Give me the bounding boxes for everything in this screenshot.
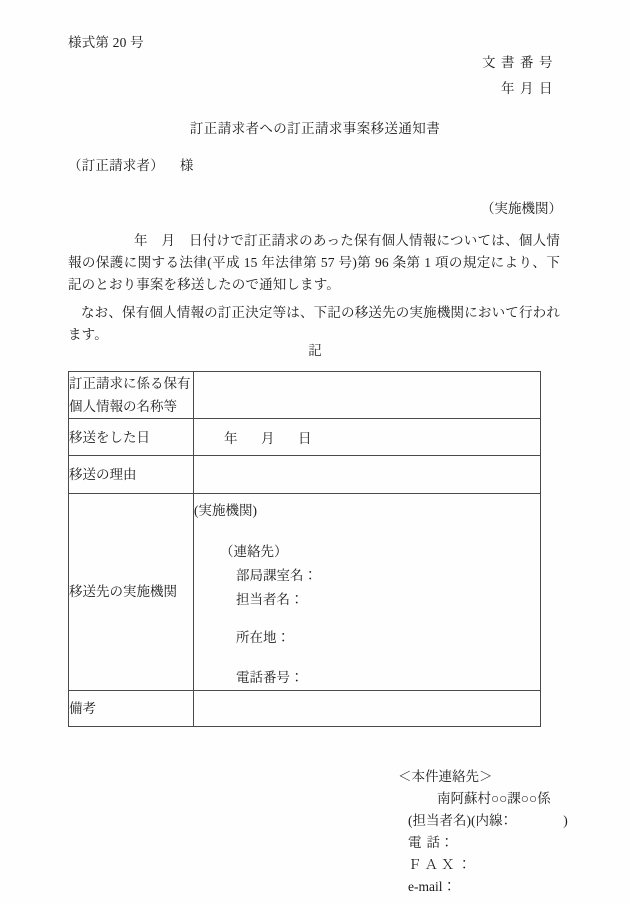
ki-mark: 記 bbox=[308, 343, 322, 358]
table-row bbox=[69, 372, 541, 419]
row-label-remarks bbox=[69, 691, 194, 727]
footer-email: e-mail： bbox=[408, 879, 456, 894]
label-line-2: 個人情報の名称等 bbox=[69, 399, 177, 414]
footer-fax-label-b: ： bbox=[457, 857, 471, 872]
footer-organization: 南阿蘇村○○課○○係 bbox=[437, 791, 551, 806]
destination-contact-heading: （連絡先） bbox=[220, 544, 288, 559]
body-paragraph-1: 年 月 日付けで訂正請求のあった保有個人情報については、個人情報の保護に関する法律(平成 15 年法律第 57 号)第 96 条第 1 項の規定により、下記のとおり事案を移送したので通知します。 bbox=[68, 233, 560, 292]
transfer-date-placeholder: 年 月 日 bbox=[224, 431, 317, 446]
document-title: 訂正請求者への訂正請求事案移送通知書 bbox=[189, 121, 441, 136]
row-value-transfer-date[interactable] bbox=[194, 419, 541, 456]
table-row bbox=[69, 691, 541, 727]
footer-contact-title: ＜本件連絡先＞ bbox=[398, 769, 493, 784]
row-value-information-name[interactable] bbox=[194, 372, 541, 419]
table-row bbox=[69, 456, 541, 494]
row-label-information-name bbox=[69, 372, 194, 419]
row-value-destination-agency[interactable] bbox=[194, 494, 541, 691]
row-value-remarks[interactable] bbox=[194, 691, 541, 727]
form-number: 様式第 20 号 bbox=[68, 35, 144, 50]
issuing-agency: （実施機関） bbox=[481, 201, 562, 216]
label-line-1: 移送の理由 bbox=[69, 467, 137, 482]
addressee-label: （訂正請求者） bbox=[68, 158, 164, 173]
destination-agency-fields bbox=[194, 494, 540, 690]
footer-fax bbox=[408, 853, 471, 873]
row-label-destination-agency bbox=[69, 494, 194, 691]
addressee-honorific: 様 bbox=[179, 158, 194, 173]
addressee-line bbox=[68, 159, 194, 173]
table-row bbox=[69, 419, 541, 456]
document-number-label: 文書番号 bbox=[482, 55, 558, 70]
destination-phone-label: 電話番号： bbox=[236, 670, 304, 685]
footer-telephone-label-b: 話： bbox=[426, 835, 454, 850]
label-line-1: 備考 bbox=[69, 701, 96, 716]
document-date-label: 年月日 bbox=[501, 80, 558, 96]
row-label-transfer-date bbox=[69, 419, 194, 456]
body-text bbox=[68, 230, 560, 346]
transfer-details-table bbox=[68, 371, 541, 727]
label-line-1: 移送先の実施機関 bbox=[69, 584, 177, 600]
row-label-transfer-reason bbox=[69, 456, 194, 494]
footer-fax-label-a: ＦＡＸ bbox=[408, 857, 458, 872]
destination-agency-label: (実施機関) bbox=[194, 503, 257, 518]
footer-telephone-label-a: 電 bbox=[408, 835, 427, 850]
document-number-block bbox=[0, 56, 562, 95]
row-value-transfer-reason[interactable] bbox=[194, 456, 541, 494]
footer-person-extension: (担当者名)(内線： ) bbox=[408, 813, 568, 828]
body-paragraph-2: なお、保有個人情報の訂正決定等は、下記の移送先の実施機関において行われます。 bbox=[68, 305, 560, 342]
footer-telephone bbox=[408, 831, 454, 851]
destination-address-label: 所在地： bbox=[236, 630, 290, 645]
table-row bbox=[69, 494, 541, 691]
label-line-1: 移送をした日 bbox=[69, 429, 150, 445]
destination-person-label: 担当者名： bbox=[236, 592, 304, 607]
destination-department-label: 部局課室名： bbox=[236, 568, 317, 583]
label-line-1: 訂正請求に係る保有 bbox=[69, 376, 191, 391]
